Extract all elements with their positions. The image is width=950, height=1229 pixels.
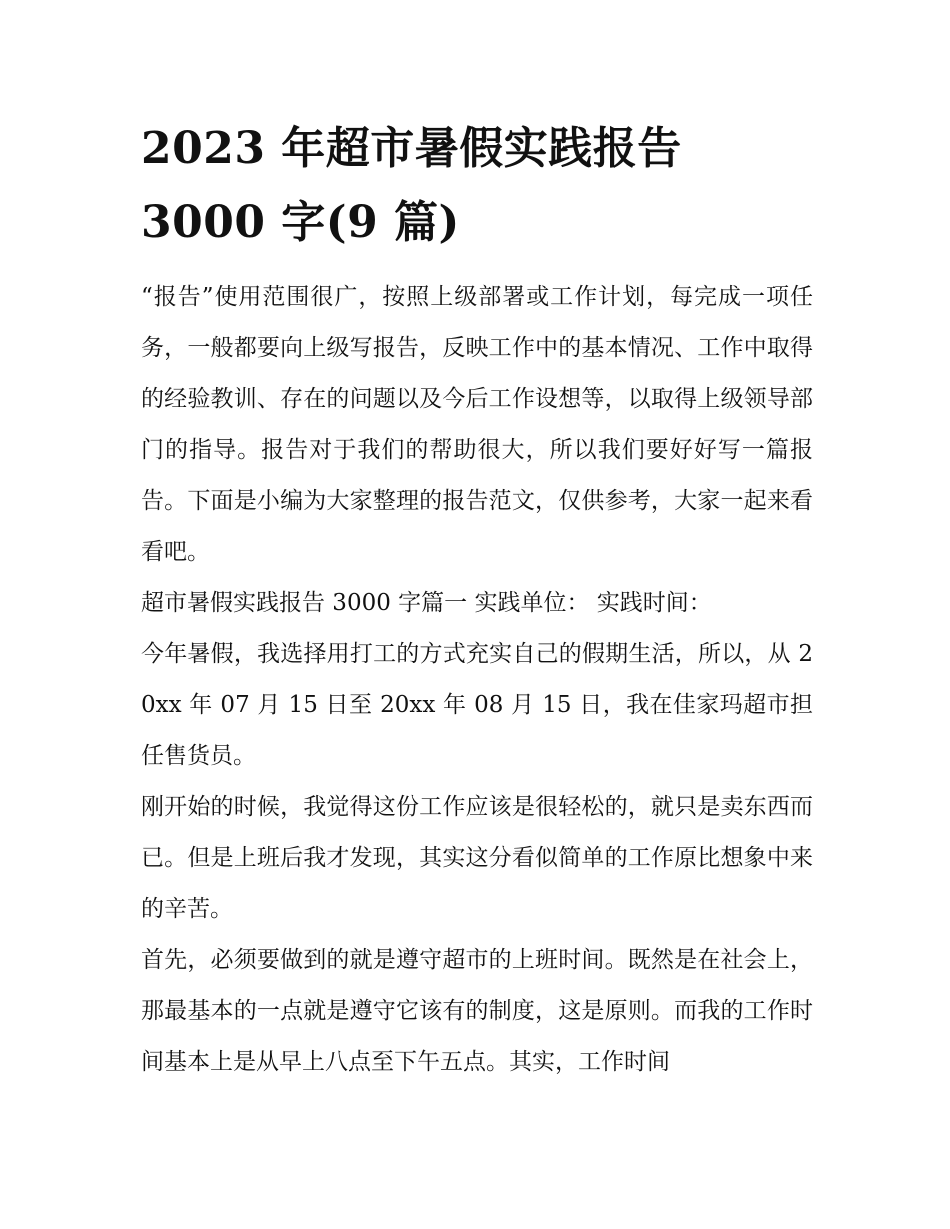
document-page (141, 112, 813, 1088)
section-heading-paragraph: 超市暑假实践报告 3000 字篇一 实践单位： 实践时间： (141, 590, 712, 616)
title-line-2: 3000 字(9 篇) (141, 197, 460, 248)
intro-paragraph: “报告”使用范围很广，按照上级部署或工作计划，每完成一项任务，一般都要向上级写报告，反映工作中的基本情况、工作中取得的经验教训、存在的问题以及今后工作设想等，以取得上级领导部门的指导。报告对于我们的帮助很大，所以我们要好好写一篇报告。下面是小编为大家整理的报告范文，仅供参考，大家一起来看看吧。 (141, 284, 813, 565)
document-title (141, 112, 813, 260)
document-body (141, 272, 813, 1088)
body-paragraph-2: 刚开始的时候，我觉得这份工作应该是很轻松的，就只是卖东西而已。但是上班后我才发现，其实这分看似简单的工作原比想象中来的辛苦。 (141, 794, 813, 922)
body-paragraph-3: 首先，必须要做到的就是遵守超市的上班时间。既然是在社会上，那最基本的一点就是遵守它该有的制度，这是原则。而我的工作时间基本上是从早上八点至下午五点。其实，工作时间 (141, 947, 813, 1075)
title-line-1: 2023 年超市暑假实践报告 (141, 123, 682, 174)
body-paragraph-1: 今年暑假，我选择用打工的方式充实自己的假期生活，所以，从 20xx 年 07 月 15 日至 20xx 年 08 月 15 日，我在佳家玛超市担任售货员。 (141, 641, 813, 769)
